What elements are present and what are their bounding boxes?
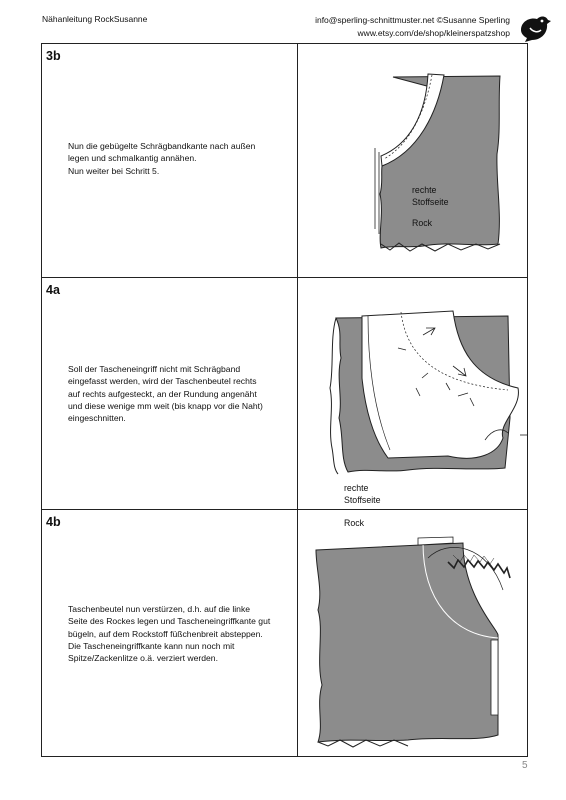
label-stoffseite: Stoffseite	[412, 197, 449, 207]
header-title: Nähanleitung RockSusanne	[42, 14, 148, 24]
text-line: Nun weiter bei Schritt 5.	[68, 165, 160, 176]
skirt-pocket-pinned-illustration	[298, 278, 527, 510]
instruction-table	[41, 43, 528, 757]
text-line: und diese wenige mm weit (bis knapp vor die Naht)	[68, 400, 263, 411]
step-number: 4b	[46, 515, 61, 529]
page-number: 5	[522, 760, 528, 771]
step-illustration	[298, 44, 527, 277]
step-row-3b	[42, 44, 527, 278]
step-description	[68, 363, 294, 424]
text-line: Seite des Rockes legen und Tascheneingriffkante gut	[68, 616, 271, 627]
text-line: Die Tascheneingriffkante kann nun noch mit	[68, 640, 235, 651]
label-rechte: rechte	[412, 185, 437, 195]
step-text-cell	[42, 278, 298, 509]
header-contact	[315, 14, 510, 40]
text-line: bügeln, auf dem Rockstoff füßchenbreit absteppen.	[68, 628, 263, 639]
text-line: eingefasst werden, wird der Taschenbeutel rechts	[68, 376, 257, 387]
step-number: 4a	[46, 283, 60, 297]
header-shop-url: www.etsy.com/de/shop/kleinerspatzshop	[357, 28, 510, 38]
text-line: Soll der Tascheneingriff nicht mit Schrägband	[68, 364, 241, 374]
text-line: Taschenbeutel nun verstürzen, d.h. auf die linke	[68, 604, 251, 614]
bird-logo-icon	[517, 12, 551, 46]
header-email: info@sperling-schnittmuster.net ©Susanne Sperling	[315, 15, 510, 25]
step-illustration	[298, 510, 527, 756]
step-text-cell	[42, 44, 298, 277]
step-description	[68, 140, 294, 177]
text-line: Nun die gebügelte Schrägbandkante nach außen	[68, 141, 256, 151]
step-row-4b	[42, 510, 527, 756]
label-stoffseite: Stoffseite	[344, 495, 381, 505]
text-line: eingeschnitten.	[68, 413, 126, 424]
step-text-cell	[42, 510, 298, 756]
step-illustration	[298, 278, 527, 528]
skirt-pocket-finished-illustration	[298, 510, 527, 756]
skirt-bias-tape-illustration	[298, 44, 527, 278]
text-line: Spitze/Zackenlitze o.ä. verziert werden.	[68, 653, 218, 664]
step-number: 3b	[46, 49, 61, 63]
text-line: auf rechts aufgesteckt, an der Rundung angenäht	[68, 388, 257, 399]
text-line: legen und schmalkantig annähen.	[68, 153, 197, 164]
label-rock: Rock	[344, 518, 365, 528]
step-description	[68, 603, 294, 664]
label-rechte: rechte	[344, 483, 369, 493]
label-rock: Rock	[412, 218, 433, 228]
